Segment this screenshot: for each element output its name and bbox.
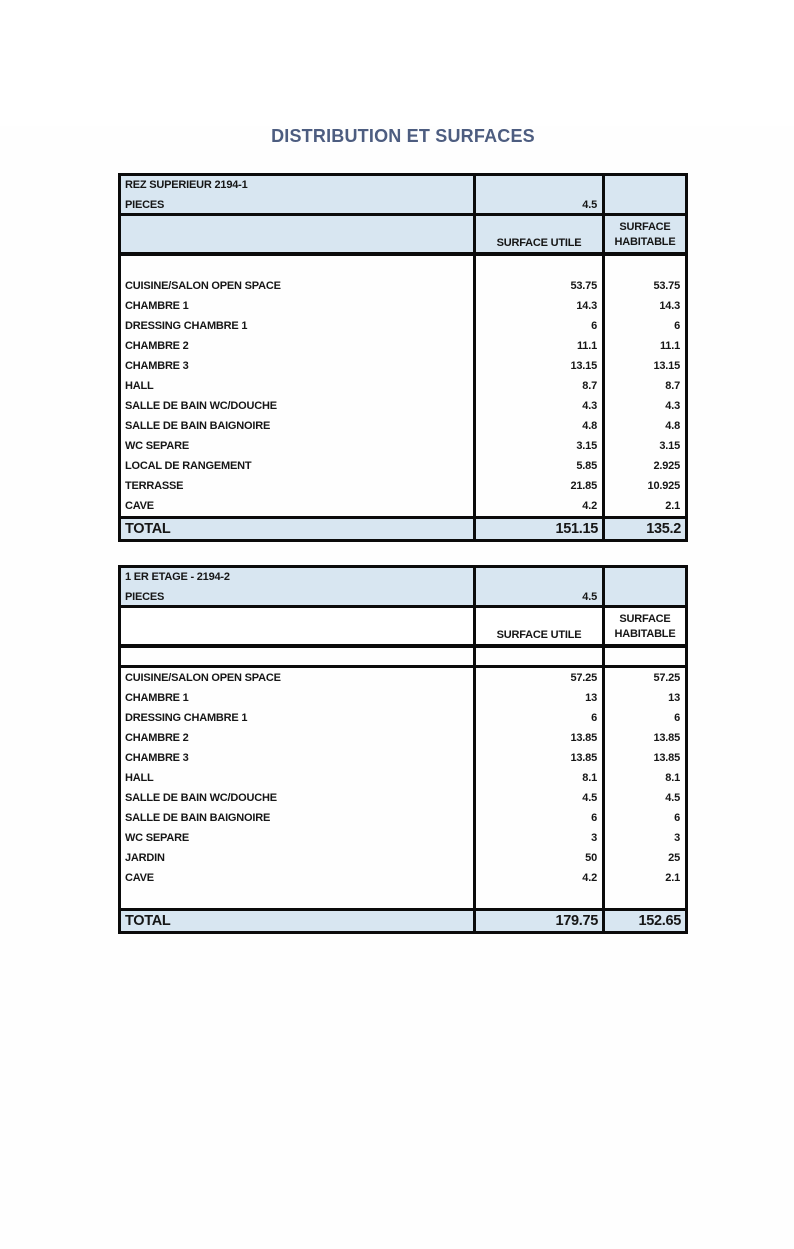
room-label: CHAMBRE 3	[125, 752, 189, 764]
total-utile-value: 179.75	[473, 911, 602, 931]
document-page	[0, 126, 794, 1249]
room-label: SALLE DE BAIN WC/DOUCHE	[125, 792, 277, 804]
table-row	[121, 396, 685, 416]
surface-utile-value: 4.8	[473, 416, 602, 436]
room-label: CHAMBRE 2	[125, 340, 189, 352]
surface-utile-value: 50	[473, 848, 602, 868]
surface-utile-header: SURFACE UTILE	[473, 608, 602, 644]
surface-utile-value: 4.3	[473, 396, 602, 416]
table-row	[121, 848, 685, 868]
surface-habitable-value: 2.925	[602, 456, 685, 476]
room-label: SALLE DE BAIN WC/DOUCHE	[125, 400, 277, 412]
room-label: WC SEPARE	[125, 832, 190, 844]
table-row	[121, 376, 685, 396]
room-label: SALLE DE BAIN BAIGNOIRE	[125, 420, 271, 432]
total-label: TOTAL	[125, 913, 171, 929]
room-label: TERRASSE	[125, 480, 184, 492]
surface-habitable-value: 4.3	[602, 396, 685, 416]
floor-header-cell	[121, 176, 473, 213]
surface-habitable-value: 13.85	[602, 748, 685, 768]
surface-habitable-value: 13.85	[602, 728, 685, 748]
total-habitable-value: 135.2	[602, 519, 685, 539]
surface-utile-value: 21.85	[473, 476, 602, 496]
surface-table-1er-etage	[118, 565, 688, 934]
surface-habitable-value: 25	[602, 848, 685, 868]
table-row	[121, 828, 685, 848]
table-row	[121, 476, 685, 496]
surface-utile-value: 8.7	[473, 376, 602, 396]
table-body	[121, 276, 685, 516]
surface-habitable-value: 10.925	[602, 476, 685, 496]
surface-utile-value: 57.25	[473, 668, 602, 688]
empty-header-cell	[602, 176, 685, 213]
table-row	[121, 316, 685, 336]
empty-row	[121, 256, 685, 276]
surface-habitable-value: 53.75	[602, 276, 685, 296]
room-label: HALL	[125, 380, 154, 392]
room-label: DRESSING CHAMBRE 1	[125, 712, 248, 724]
table-row	[121, 668, 685, 688]
surface-utile-value: 6	[473, 708, 602, 728]
column-header-row	[121, 216, 685, 256]
surface-utile-value: 13.15	[473, 356, 602, 376]
room-label: CUISINE/SALON OPEN SPACE	[125, 672, 281, 684]
room-label: CHAMBRE 2	[125, 732, 189, 744]
surface-utile-value: 14.3	[473, 296, 602, 316]
surface-habitable-value: 57.25	[602, 668, 685, 688]
pieces-label: PIECES	[125, 591, 165, 603]
surface-utile-value: 13.85	[473, 748, 602, 768]
surface-utile-value: 4.5	[473, 788, 602, 808]
table-row	[121, 688, 685, 708]
surface-utile-value: 11.1	[473, 336, 602, 356]
surface-habitable-value: 8.1	[602, 768, 685, 788]
total-habitable-value: 152.65	[602, 911, 685, 931]
room-label: LOCAL DE RANGEMENT	[125, 460, 252, 472]
surface-habitable-value: 6	[602, 316, 685, 336]
table-row	[121, 768, 685, 788]
table-row	[121, 708, 685, 728]
room-label: SALLE DE BAIN BAIGNOIRE	[125, 812, 271, 824]
total-utile-value: 151.15	[473, 519, 602, 539]
surface-utile-value: 3.15	[473, 436, 602, 456]
total-row	[121, 516, 685, 539]
surface-utile-value: 6	[473, 808, 602, 828]
empty-row	[121, 648, 685, 668]
page-title: DISTRIBUTION ET SURFACES	[271, 126, 535, 146]
surface-habitable-value: 3.15	[602, 436, 685, 456]
table-row	[121, 296, 685, 316]
surface-habitable-value: 8.7	[602, 376, 685, 396]
surface-habitable-value: 6	[602, 808, 685, 828]
room-label: HALL	[125, 772, 154, 784]
surface-utile-value: 53.75	[473, 276, 602, 296]
surface-habitable-value: 3	[602, 828, 685, 848]
surface-utile-value: 4.2	[473, 496, 602, 516]
table-row	[121, 456, 685, 476]
surface-habitable-value: 6	[602, 708, 685, 728]
surface-habitable-value: 4.8	[602, 416, 685, 436]
total-label: TOTAL	[125, 521, 171, 537]
surface-habitable-header: SURFACE HABITABLE	[602, 216, 685, 252]
empty-header-cell	[602, 568, 685, 605]
floor-label: REZ SUPERIEUR 2194-1	[125, 179, 248, 191]
empty-header-cell	[121, 608, 473, 644]
surface-utile-header: SURFACE UTILE	[473, 216, 602, 252]
room-label: CHAMBRE 1	[125, 300, 189, 312]
surface-habitable-header: SURFACE HABITABLE	[602, 608, 685, 644]
table-body	[121, 668, 685, 888]
surface-habitable-value: 2.1	[602, 868, 685, 888]
surface-utile-value: 6	[473, 316, 602, 336]
room-label: CHAMBRE 3	[125, 360, 189, 372]
table-row	[121, 748, 685, 768]
floor-label: 1 ER ETAGE - 2194-2	[125, 571, 230, 583]
pieces-value: 4.5	[473, 176, 602, 213]
room-label: CAVE	[125, 872, 154, 884]
room-label: CAVE	[125, 500, 154, 512]
room-label: DRESSING CHAMBRE 1	[125, 320, 248, 332]
table-row	[121, 788, 685, 808]
surface-utile-value: 13.85	[473, 728, 602, 748]
room-label: JARDIN	[125, 852, 165, 864]
pieces-value: 4.5	[473, 568, 602, 605]
table-row	[121, 728, 685, 748]
table-row	[121, 416, 685, 436]
surface-utile-value: 4.2	[473, 868, 602, 888]
empty-row	[121, 888, 685, 908]
surface-utile-value: 8.1	[473, 768, 602, 788]
table-row	[121, 436, 685, 456]
room-label: WC SEPARE	[125, 440, 190, 452]
surface-habitable-value: 11.1	[602, 336, 685, 356]
floor-header-row	[121, 568, 685, 608]
surface-habitable-value: 2.1	[602, 496, 685, 516]
surface-utile-value: 5.85	[473, 456, 602, 476]
table-row	[121, 868, 685, 888]
empty-header-cell	[121, 216, 473, 252]
table-row	[121, 276, 685, 296]
surface-habitable-value: 14.3	[602, 296, 685, 316]
room-label: CUISINE/SALON OPEN SPACE	[125, 280, 281, 292]
table-row	[121, 808, 685, 828]
column-header-row	[121, 608, 685, 648]
surface-habitable-value: 13.15	[602, 356, 685, 376]
surface-utile-value: 13	[473, 688, 602, 708]
surface-habitable-value: 4.5	[602, 788, 685, 808]
surface-table-rez-superieur	[118, 173, 688, 542]
table-row	[121, 356, 685, 376]
floor-header-row	[121, 176, 685, 216]
table-row	[121, 496, 685, 516]
pieces-label: PIECES	[125, 199, 165, 211]
room-label: CHAMBRE 1	[125, 692, 189, 704]
total-row	[121, 908, 685, 931]
table-row	[121, 336, 685, 356]
floor-header-cell	[121, 568, 473, 605]
surface-habitable-value: 13	[602, 688, 685, 708]
surface-utile-value: 3	[473, 828, 602, 848]
